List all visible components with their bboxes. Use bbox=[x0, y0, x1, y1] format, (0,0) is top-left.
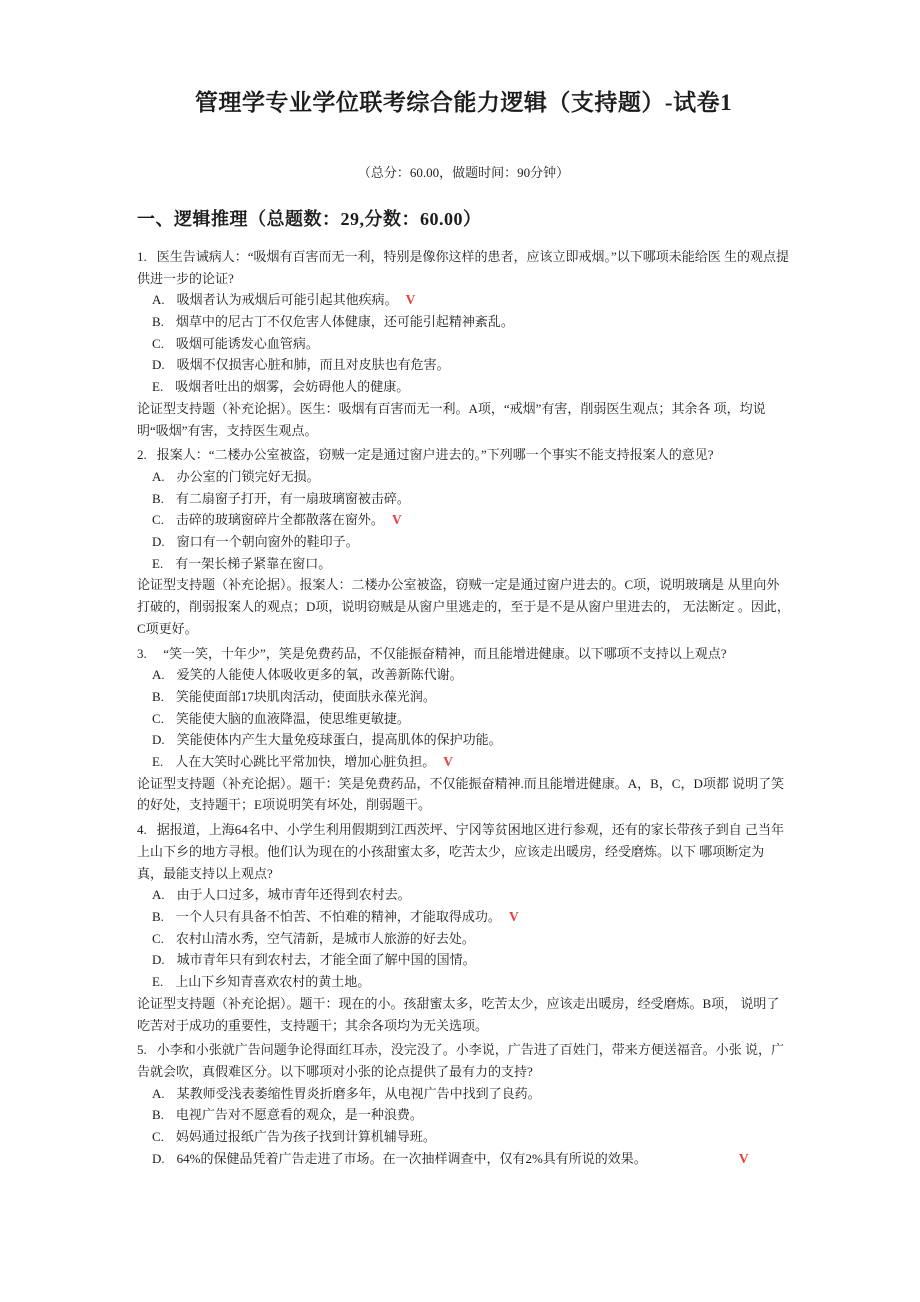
question-stem-text: 报案人：“二楼办公室被盗，窃贼一定是通过窗户进去的。”下列哪一个事实不能支持报案人的意见? bbox=[156, 447, 714, 463]
option-text: 吸烟者吐出的烟雾，会妨碍他人的健康。 bbox=[175, 379, 410, 395]
question-explanation: 论证型支持题（补充论据）。报案人：二楼办公室被盗，窃贼一定是通过窗户进去的。C项，说明玻璃是 从里向外打破的，削弱报案人的观点；D项，说明窃贼是从窗户里逃走的，至于是不是从窗户里进去的， 无法断定 。因此，C项更好。 bbox=[137, 577, 790, 636]
option-row bbox=[152, 311, 790, 333]
question-number: 3. bbox=[137, 645, 147, 661]
page-title: 管理学专业学位联考综合能力逻辑（支持题）-试卷1 bbox=[194, 90, 733, 115]
question-stem bbox=[137, 246, 790, 289]
option-text: 电视广告对不愿意看的观众，是一种浪费。 bbox=[175, 1107, 423, 1123]
option-label: A. bbox=[152, 292, 165, 308]
question-explanation: 论证型支持题（补充论据）。题干：现在的小。孩甜蜜太多，吃苦太少，应该走出暖房，经受磨炼。B项， 说明了吃苦对于成功的重要性，支持题干；其余各项均为无关选项。 bbox=[137, 995, 780, 1033]
option-row bbox=[152, 1148, 790, 1170]
option-text: 一个人只有具备不怕苦、不怕难的精神，才能取得成功。 bbox=[175, 908, 501, 924]
option-row bbox=[152, 466, 790, 488]
option-label: C. bbox=[152, 335, 164, 351]
option-row bbox=[152, 884, 790, 906]
option-row bbox=[152, 488, 790, 510]
option-text: 击碎的玻璃窗碎片全都散落在窗外。 bbox=[175, 512, 384, 528]
option-label: A. bbox=[152, 887, 165, 903]
option-row bbox=[152, 686, 790, 708]
option-text: 上山下乡知青喜欢农村的黄土地。 bbox=[175, 974, 371, 990]
option-label: C. bbox=[152, 512, 164, 528]
option-label: B. bbox=[152, 1107, 164, 1123]
question-stem bbox=[137, 444, 790, 466]
question-list bbox=[137, 246, 790, 1170]
question-block bbox=[137, 246, 790, 441]
option-text: 吸烟可能诱发心血管病。 bbox=[175, 335, 319, 351]
question-number: 5. bbox=[137, 1042, 147, 1058]
option-label: E. bbox=[152, 754, 164, 770]
option-label: D. bbox=[152, 534, 165, 550]
question-block bbox=[137, 819, 790, 1036]
option-text: 人在大笑时心跳比平常加快，增加心脏负担。 bbox=[175, 754, 436, 770]
option-row bbox=[152, 906, 790, 928]
option-row bbox=[152, 509, 790, 531]
option-row bbox=[152, 949, 790, 971]
option-label: B. bbox=[152, 314, 164, 329]
answer-check-mark: V bbox=[405, 292, 416, 308]
option-label: B. bbox=[152, 688, 164, 704]
exam-meta-line: （总分：60.00，做题时间：90分钟） bbox=[357, 164, 570, 180]
option-label: C. bbox=[152, 710, 164, 726]
question-stem-text: 据报道，上海64名中、小学生利用假期到江西茨坪、宁冈等贫困地区进行参观，还有的家长带孩子到自 己当年上山下乡的地方寻根。他们认为现在的小孩甜蜜太多，吃苦太少，应该走出暖房，经受磨炼。以下 哪项断定为真，最能支持以上观点? bbox=[137, 822, 785, 881]
question-stem bbox=[137, 643, 790, 665]
option-text: 窗口有一个朝向窗外的鞋印子。 bbox=[176, 534, 359, 550]
option-text: 吸烟不仅损害心脏和肺，而且对皮肤也有危害。 bbox=[176, 357, 450, 373]
option-row bbox=[152, 729, 790, 751]
option-label: D. bbox=[152, 357, 165, 373]
option-text: 爱笑的人能使人体吸收更多的氧，改善新陈代谢。 bbox=[176, 667, 463, 683]
answer-check-mark: V bbox=[443, 754, 453, 770]
option-label: C. bbox=[152, 930, 164, 946]
option-row bbox=[152, 354, 790, 376]
option-row bbox=[152, 553, 790, 575]
question-stem-text: 医生告诫病人：“吸烟有百害而无一利，特别是像你这样的患者，应该立即戒烟。”以下哪项未能给医 生的观点提供进一步的论证? bbox=[137, 248, 790, 286]
question-stem bbox=[137, 1039, 790, 1082]
section-header: 一、逻辑推理（总题数：29,分数：60.00） bbox=[137, 208, 482, 229]
option-row bbox=[152, 971, 790, 993]
question-explanation: 论证型支持题（补充论据）。题干：笑是免费药品，不仅能振奋精神.而且能增进健康。A，B，C，D项都 说明了笑的好处，支持题干；E项说明笑有坏处，削弱题干。 bbox=[137, 775, 785, 813]
option-row bbox=[152, 708, 790, 730]
question-stem-text: “笑一笑，十年少”，笑是免费药品，不仅能振奋精神，而且能增进健康。以下哪项不支持以上观点? bbox=[156, 645, 727, 661]
option-label: B. bbox=[152, 490, 164, 506]
option-text: 某教师受浅表萎缩性胃炎折磨多年，从电视广告中找到了良药。 bbox=[176, 1085, 541, 1101]
option-row bbox=[152, 333, 790, 355]
option-text: 有二扇窗子打开，有一扇玻璃窗被击碎。 bbox=[175, 490, 410, 506]
option-label: D. bbox=[152, 952, 165, 968]
option-row bbox=[152, 531, 790, 553]
answer-check-mark: V bbox=[508, 908, 519, 924]
option-label: A. bbox=[152, 1085, 165, 1101]
option-label: B. bbox=[152, 908, 164, 924]
option-text: 农村山清水秀，空气清新，是城市人旅游的好去处。 bbox=[175, 930, 475, 946]
question-stem bbox=[137, 819, 790, 884]
option-text: 有一架长梯子紧靠在窗口。 bbox=[175, 555, 332, 571]
option-list bbox=[137, 289, 790, 398]
option-row bbox=[152, 1104, 790, 1126]
option-text: 笑能使大脑的血液降温，使思维更敏捷。 bbox=[175, 710, 410, 726]
option-text: 吸烟者认为戒烟后可能引起其他疾病。 bbox=[176, 292, 398, 308]
option-list bbox=[137, 1083, 790, 1170]
option-label: C. bbox=[152, 1129, 164, 1145]
option-label: E. bbox=[152, 555, 164, 571]
question-number: 2. bbox=[137, 447, 147, 463]
option-label: A. bbox=[152, 468, 165, 484]
option-label: D. bbox=[152, 1150, 165, 1166]
option-list bbox=[137, 884, 790, 993]
question-block bbox=[137, 1039, 790, 1169]
answer-check-mark: V bbox=[738, 1150, 749, 1166]
option-text: 笑能使面部17块肌肉活动，使面肤永葆光润。 bbox=[175, 688, 436, 704]
option-text: 由于人口过多，城市青年还得到农村去。 bbox=[176, 887, 411, 903]
option-label: E. bbox=[152, 379, 164, 395]
option-row bbox=[152, 376, 790, 398]
option-label: D. bbox=[152, 732, 165, 748]
question-block bbox=[137, 444, 790, 639]
question-stem-text: 小李和小张就广告问题争论得面红耳赤，没完没了。小李说，广告进了百姓门，带来方便送福音。小张 说，广告就会吹，真假难区分。以下哪项对小张的论点提供了最有力的支持? bbox=[137, 1042, 785, 1079]
option-row bbox=[152, 664, 790, 686]
option-text: 妈妈通过报纸广告为孩子找到计算机辅导班。 bbox=[175, 1129, 436, 1145]
option-row bbox=[152, 1083, 790, 1105]
question-block bbox=[137, 643, 790, 817]
option-text: 办公室的门锁完好无损。 bbox=[176, 468, 320, 484]
option-text: 笑能使体内产生大量免疫球蛋白，提高肌体的保护功能。 bbox=[176, 732, 502, 748]
option-row bbox=[152, 289, 790, 311]
option-row bbox=[152, 751, 790, 773]
question-number: 1. bbox=[137, 248, 147, 264]
option-label: A. bbox=[152, 667, 165, 683]
question-explanation: 论证型支持题（补充论据）。医生：吸烟有百害而无一利。A项，“戒烟”有害，削弱医生观点；其余各 项，均说明“吸烟”有害，支持医生观点。 bbox=[137, 400, 766, 438]
answer-check-mark: V bbox=[391, 512, 402, 528]
option-text: 烟草中的尼古丁不仅危害人体健康，还可能引起精神紊乱。 bbox=[175, 314, 514, 329]
option-text: 城市青年只有到农村去，才能全面了解中国的国情。 bbox=[176, 952, 476, 968]
option-list bbox=[137, 466, 790, 575]
option-row bbox=[152, 1126, 790, 1148]
option-list bbox=[137, 664, 790, 773]
option-text: 64%的保健品凭着广告走进了市场。在一次抽样调查中，仅有2%具有所说的效果。 bbox=[176, 1150, 647, 1166]
option-label: E. bbox=[152, 974, 164, 990]
question-number: 4. bbox=[137, 822, 147, 838]
option-row bbox=[152, 928, 790, 950]
